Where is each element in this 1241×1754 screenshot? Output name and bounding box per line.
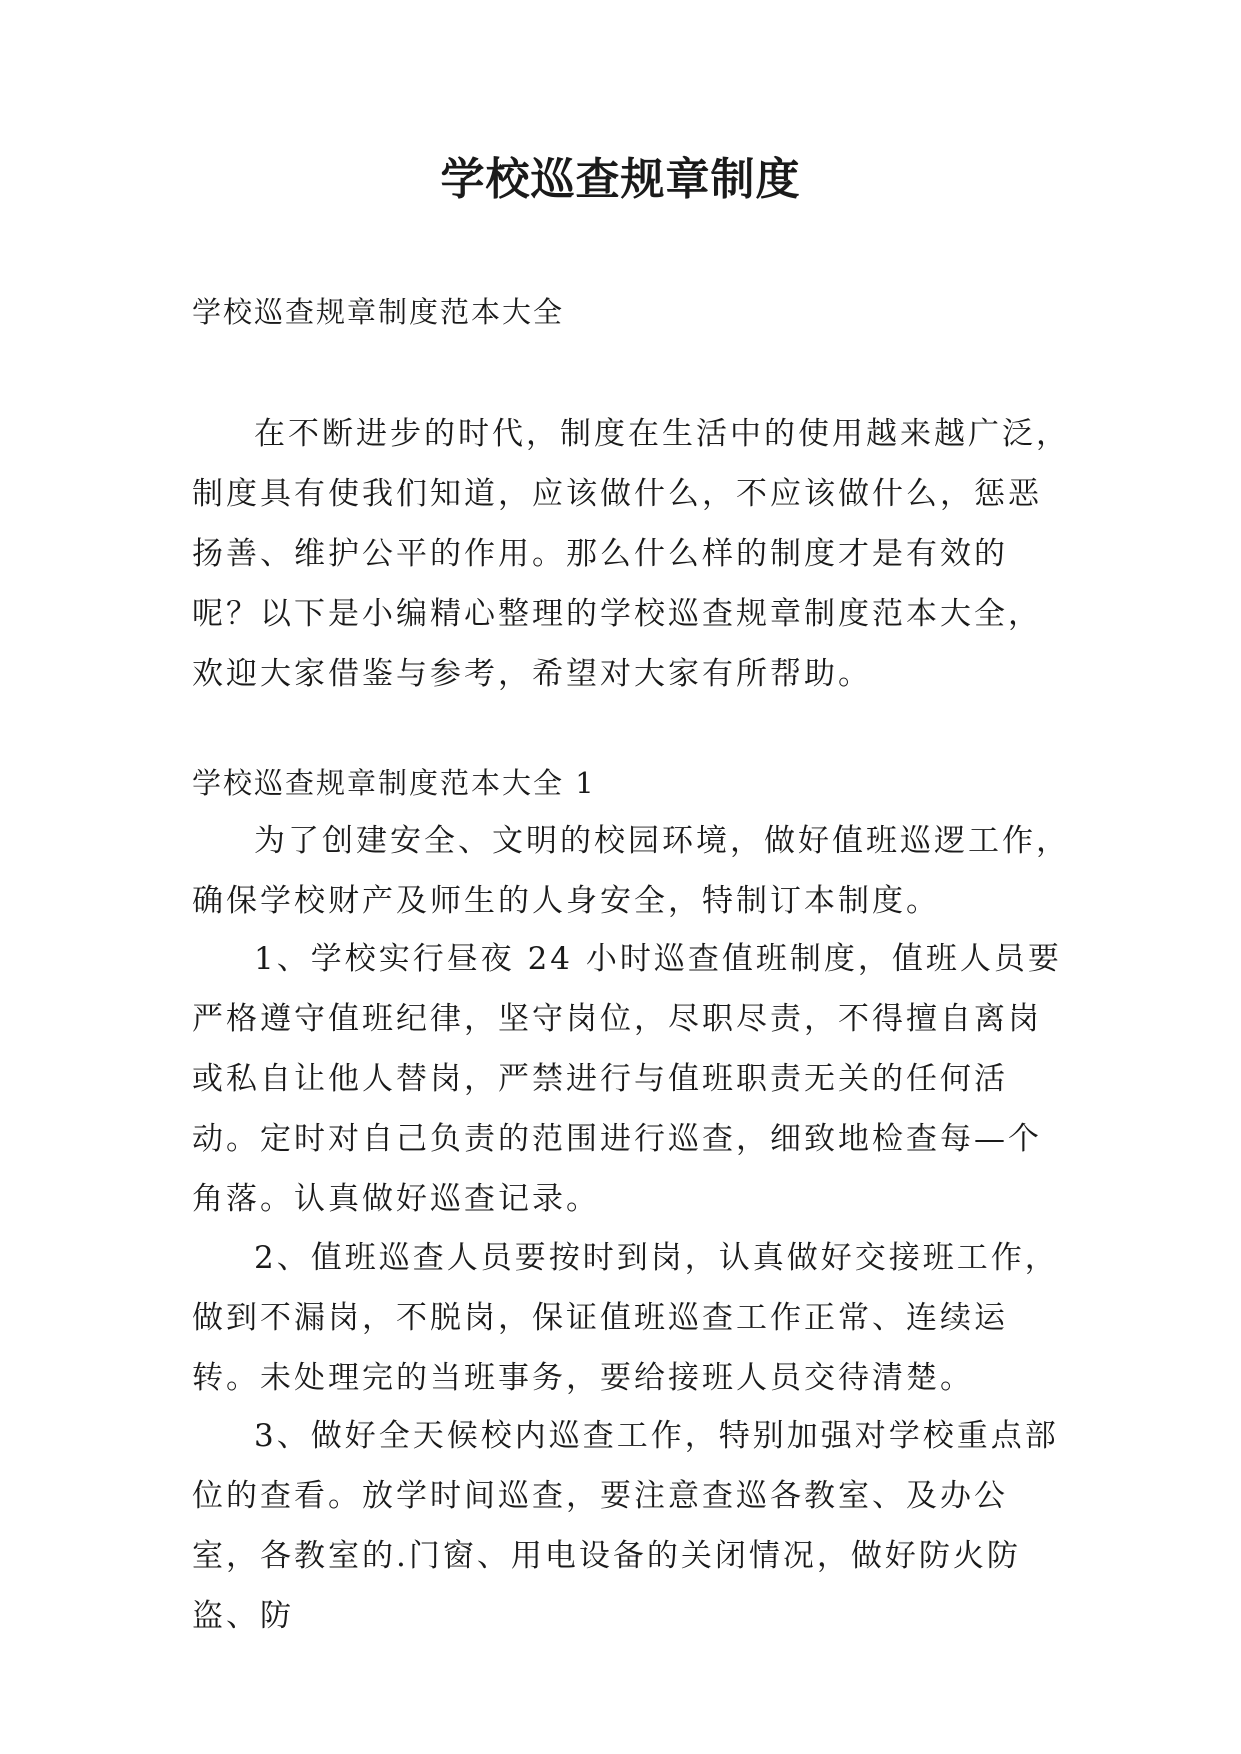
- body-paragraph: 1、学校实行昼夜 24 小时巡查值班制度，值班人员要严格遵守值班纪律，坚守岗位，尽职尽责，不得擅自离岗或私自让他人替岗，严禁进行与值班职责无关的任何活动。定时对自己负责的范围进行巡查，细致地检查每—个角落。认真做好巡查记录。: [192, 941, 1062, 1217]
- document-subtitle: 学校巡查规章制度范本大全: [192, 295, 565, 329]
- body-paragraph: 2、值班巡查人员要按时到岗，认真做好交接班工作，做到不漏岗，不脱岗，保证值班巡查工作正常、连续运转。未处理完的当班事务，要给接班人员交待清楚。: [192, 1240, 1059, 1396]
- body-paragraph: 3、做好全天候校内巡查工作，特别加强对学校重点部位的查看。放学时间巡查，要注意查巡各教室、及办公室，各教室的.门窗、用电设备的关闭情况，做好防火防盗、防: [192, 1418, 1059, 1634]
- section-heading: 学校巡查规章制度范本大全 1: [192, 766, 596, 800]
- intro-paragraph: 在不断进步的时代，制度在生活中的使用越来越广泛，制度具有使我们知道，应该做什么，不应该做什么，惩恶扬善、维护公平的作用。那么什么样的制度才是有效的呢？以下是小编精心整理的学校巡查规章制度范本大全，欢迎大家借鉴与参考，希望对大家有所帮助。: [192, 416, 1070, 692]
- body-paragraph: 为了创建安全、文明的校园环境，做好值班巡逻工作，确保学校财产及师生的人身安全，特制订本制度。: [192, 823, 1070, 919]
- document-title: 学校巡查规章制度: [440, 154, 801, 205]
